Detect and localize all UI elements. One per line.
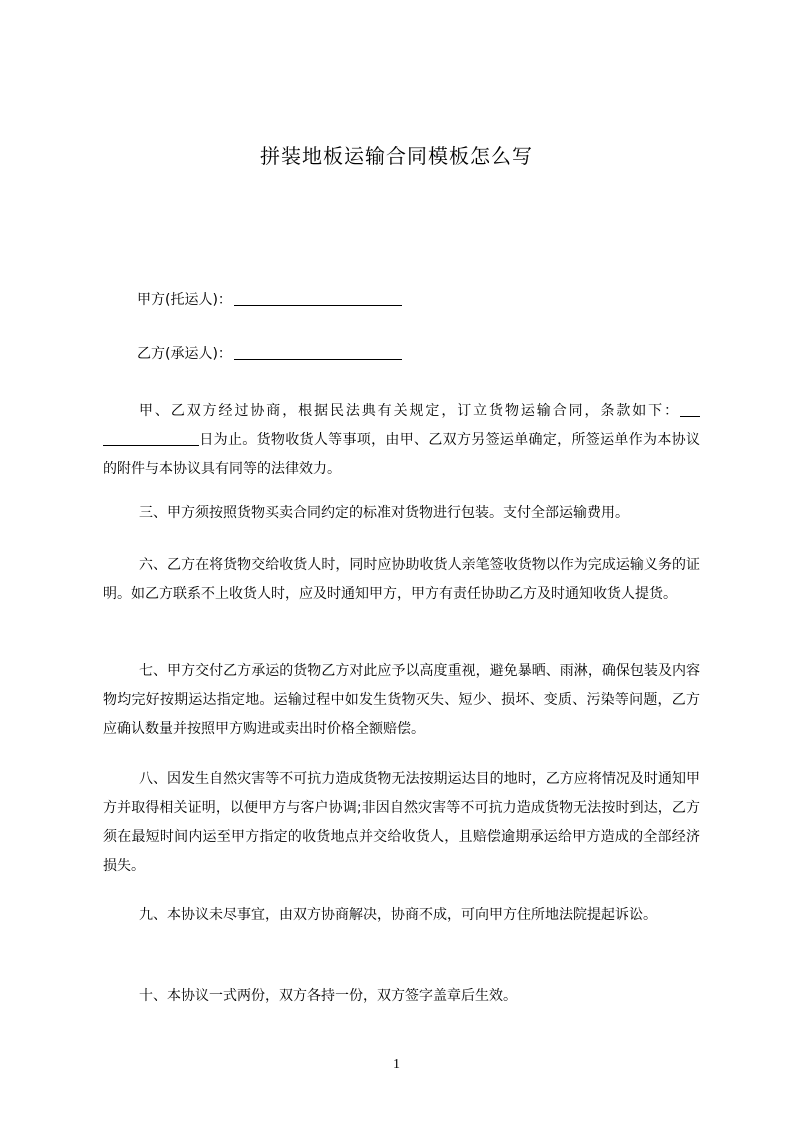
paragraph-intro [103,397,700,484]
paragraph-intro-before: 甲、乙双方经过协商，根据民法典有关规定，订立货物运输合同，条款如下： [139,403,680,419]
party-b-field [137,344,402,364]
paragraph-clause-3: 三、甲方须按照货物买卖合同约定的标准对货物进行包装。支付全部运输费用。 [139,505,629,521]
paragraph-clause-6: 六、乙方在将货物交给收货人时，同时应协助收货人亲笔签收货物以作为完成运输义务的证明。如乙方联系不上收货人时，应及时通知甲方，甲方有责任协助乙方及时通知收货人提货。 [103,557,700,602]
paragraph-clause-8: 八、因发生自然灾害等不可抗力造成货物无法按期运达目的地时，乙方应将情况及时通知甲方并取得相关证明，以便甲方与客户协调;非因自然灾害等不可抗力造成货物无法按时到达，乙方须在最短时间内运至甲方指定的收货地点并交给收货人，且赔偿逾期承运给甲方造成的全部经济损失。 [103,771,700,874]
party-b-blank [234,345,402,360]
party-a-field [137,290,402,310]
paragraph-clause-7: 七、甲方交付乙方承运的货物乙方对此应予以高度重视，避免暴晒、雨淋，确保包装及内容物均完好按期运达指定地。运输过程中如发生货物灭失、短少、损坏、变质、污染等问题，乙方应确认数量并按照甲方购进或卖出时价格全额赔偿。 [103,663,700,737]
party-a-label: 甲方(托运人)： [137,292,232,308]
intro-blank-date [103,431,199,446]
intro-blank-end [680,402,700,417]
document-title: 拼装地板运输合同模板怎么写 [260,144,533,168]
paragraph-clause-10: 十、本协议一式两份，双方各持一份，双方签字盖章后生效。 [139,988,517,1004]
party-b-label: 乙方(承运人)： [137,346,232,362]
paragraph-clause-9: 九、本协议未尽事宜，由双方协商解决，协商不成，可向甲方住所地法院提起诉讼。 [139,907,657,923]
party-a-blank [234,291,402,306]
page-number: 1 [393,1057,400,1072]
paragraph-intro-after: 日为止。货物收货人等事项，由甲、乙双方另签运单确定，所签运单作为本协议的附件与本协议具有同等的法律效力。 [103,432,700,477]
